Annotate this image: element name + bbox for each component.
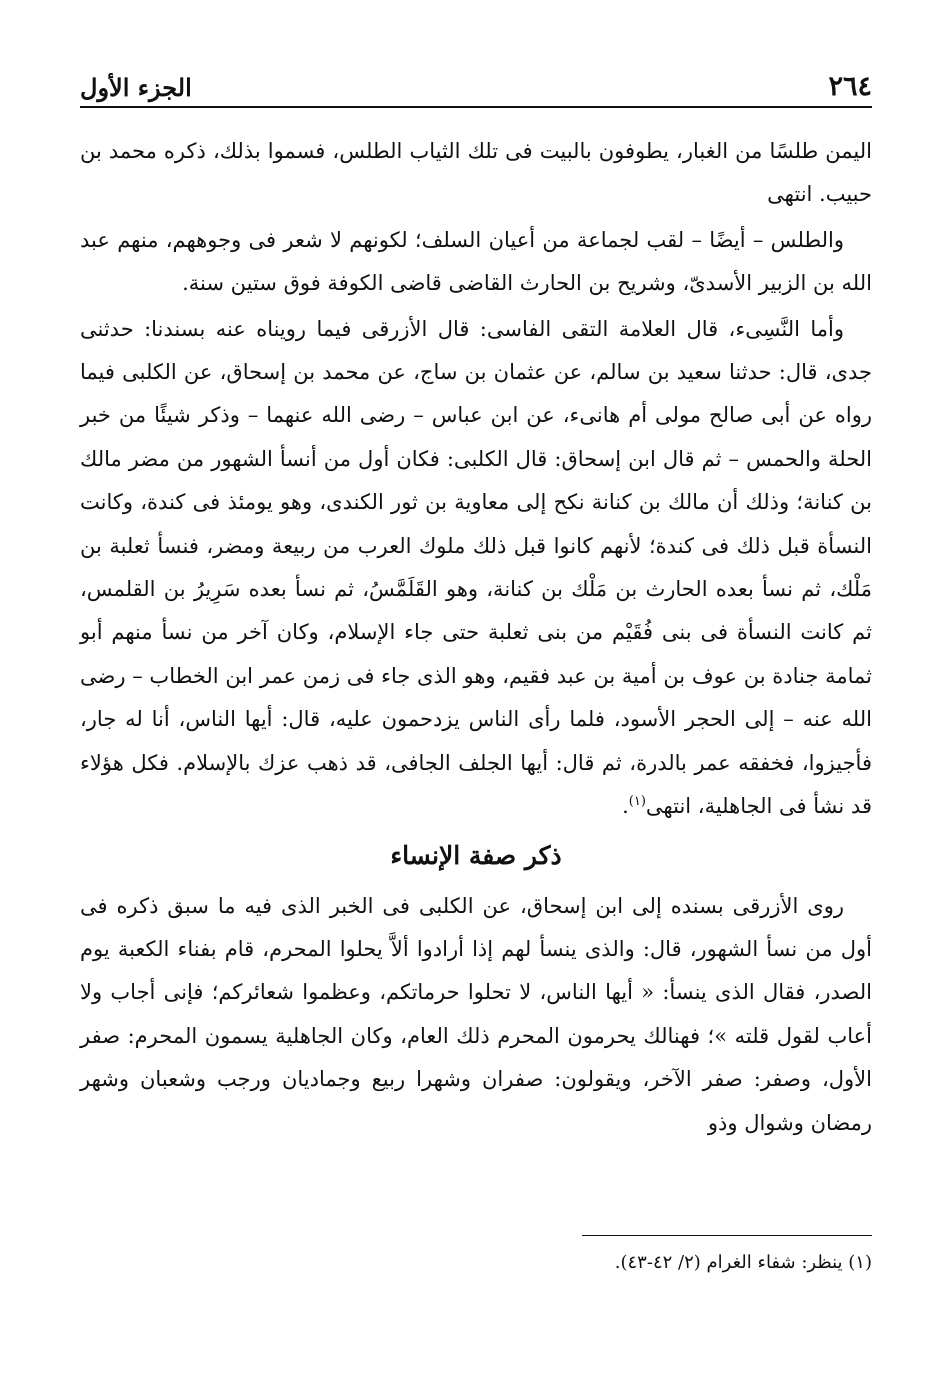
paragraph-2: والطلس – أيضًا – لقب لجماعة من أعيان السلف؛ لكونهم لا شعر فى وجوههم، منهم عبد الله بن الزبير الأسدىّ، وشريح بن الحارث القاضى قاضى الكوفة فوق ستين سنة. <box>80 227 872 296</box>
footnote-marker: (١) <box>628 794 646 810</box>
paragraph-1: اليمن طلسًا من الغبار، يطوفون بالبيت فى تلك الثياب الطلس، فسموا بذلك، ذكره محمد بن حبيب. انتهى <box>80 139 872 207</box>
footnote-rule <box>582 1235 872 1236</box>
section-heading: ذكر صفة الإنساء <box>390 840 562 870</box>
header-rule <box>80 106 872 108</box>
paragraph-3 <box>80 308 872 829</box>
page-header <box>80 62 872 102</box>
paragraph-4: روى الأزرقى بسنده إلى ابن إسحاق، عن الكلبى فى الخبر الذى فيه ما سبق ذكره فى أول من نسأ الشهور، قال: والذى ينسأ لهم إذا أرادوا ألاَّ يحلوا المحرم، قام بفناء الكعبة يوم الصدر، فقال الذى ينسأ: « أيها الناس، لا تحلوا حرماتكم، وعظموا شعائركم؛ فإنى أجاب ولا أعاب لقول قلته »؛ فهنالك يحرمون المحرم ذلك العام، وكان الجاهلية يسمون المحرم: صفر الأول، وصفر: صفر الآخر، ويقولون: صفران وشهرا ربيع وجماديان ورجب وشعبان وشهر رمضان وشوال وذو <box>80 893 872 1135</box>
running-title: الجزء الأول <box>80 73 192 102</box>
main-text <box>80 130 872 1145</box>
footnote: (١) ينظر: شفاء الغرام (٢/ ٤٢-٤٣). <box>614 1252 872 1273</box>
paragraph-3-text: وأما النَّسِىء، قال العلامة التقى الفاسى: قال الأزرقى فيما رويناه عنه بسندنا: حدثنى جدى، قال: حدثنا سعيد بن سالم، عن عثمان بن ساج، عن محمد بن إسحاق، عن الكلبى فيما رواه عن أبى صالح مولى أم هانىء، عن ابن عباس – رضى الله عنهما – وذكر شيئًا من خبر الحلة والحمس – ثم قال ابن إسحاق: قال الكلبى: فكان أول من أنسأ الشهور من مضر مالك بن كنانة؛ وذلك أن مالك بن كنانة نكح إلى معاوية بن ثور الكندى، وهو يومئذ فى كندة، وكانت النسأة قبل ذلك فى كندة؛ لأنهم كانوا قبل ذلك ملوك العرب من ربيعة ومضر، فنسأ ثعلبة بن مَلْك، ثم نسأ بعده الحارث بن مَلْك بن كنانة، وهو القَلَمَّسُ، ثم نسأ بعده سَرِيرُ بن القلمس، ثم كانت النسأة فى بنى فُقَيْم من بنى ثعلبة حتى جاء الإسلام، وكان آخر من نسأ منهم أبو ثمامة جنادة بن عوف بن أمية بن عبد فقيم، وهو الذى جاء فى زمن عمر ابن الخطاب – رضى الله عنه – إلى الحجر الأسود، فلما رأى الناس يزدحمون عليه، قال: أيها الناس، أنا له جار، فأجيزوا، فخفقه عمر بالدرة، ثم قال: أيها الجلف الجافى، قد ذهب عزك بالإسلام. فكل هؤلاء قد نشأ فى الجاهلية، انتهى <box>80 316 872 819</box>
page-number: ٢٦٤ <box>828 71 872 102</box>
paragraph-3-end: . <box>622 794 629 819</box>
